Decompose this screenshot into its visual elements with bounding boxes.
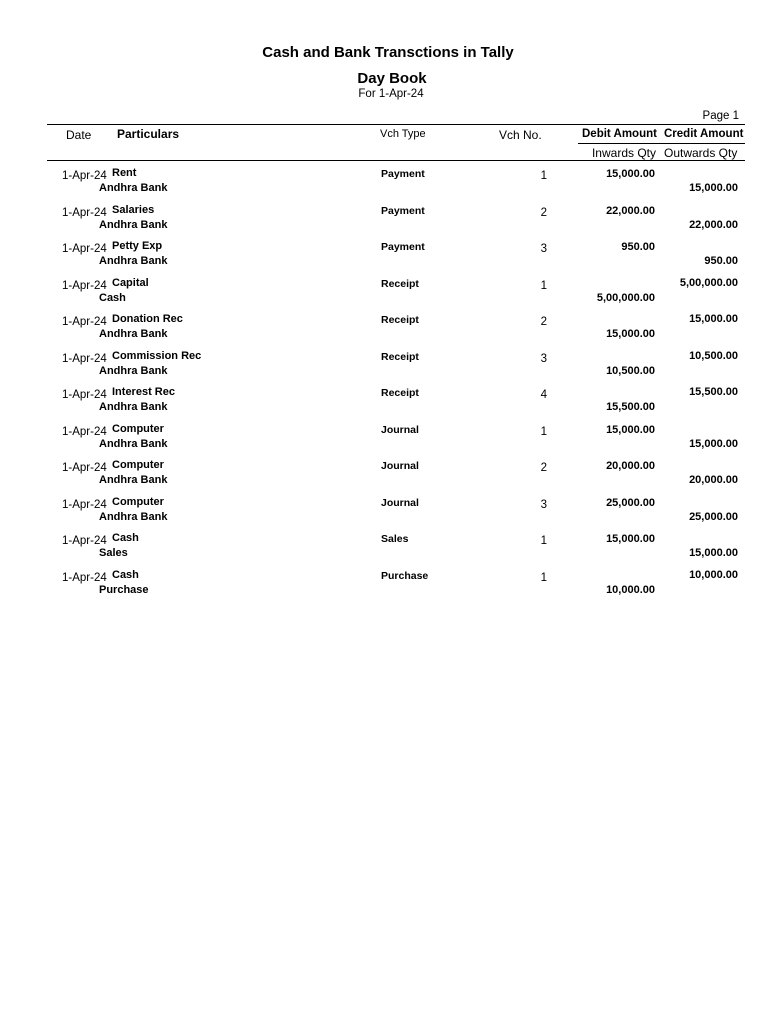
- entry-date: 1-Apr-24: [62, 389, 107, 401]
- entry-credit-amount: 25,000.00: [689, 510, 738, 523]
- column-header-outwards-qty: Outwards Qty: [664, 146, 738, 160]
- entry-particular: Cash: [112, 568, 139, 581]
- column-header-inwards-qty: Inwards Qty: [591, 146, 656, 160]
- entry-vch-type: Payment: [381, 168, 425, 180]
- entry-vch-type: Sales: [381, 533, 409, 545]
- entry-vch-no: 2: [540, 462, 547, 474]
- entry-date: 1-Apr-24: [62, 279, 107, 292]
- entry-sub-ledger: Cash: [99, 291, 126, 304]
- entry-sub-ledger: Andhra Bank: [99, 474, 168, 486]
- entry-vch-no: 1: [540, 279, 547, 292]
- entry-date: 1-Apr-24: [62, 170, 107, 182]
- entry-vch-no: 3: [540, 352, 547, 365]
- entry-debit-amount-sub: 10,500.00: [606, 364, 655, 377]
- entry-sub-ledger: Andhra Bank: [99, 218, 168, 231]
- entry-vch-type: Payment: [381, 204, 425, 217]
- entry-credit-amount: 950.00: [704, 255, 738, 267]
- entry-vch-type: Payment: [381, 241, 425, 253]
- entry-sub-ledger: Andhra Bank: [99, 364, 168, 377]
- entry-date: 1-Apr-24: [62, 243, 107, 255]
- entry-debit-amount-sub: 15,000.00: [606, 328, 655, 340]
- entry-vch-type: Receipt: [381, 387, 419, 399]
- entry-vch-type: Receipt: [381, 314, 419, 326]
- entry-sub-ledger: Andhra Bank: [99, 401, 168, 413]
- entry-date: 1-Apr-24: [62, 206, 107, 219]
- report-title: Cash and Bank Transctions in Tally: [262, 44, 514, 61]
- entry-credit-amount: 20,000.00: [689, 474, 738, 486]
- entry-date: 1-Apr-24: [62, 535, 107, 547]
- entry-particular: Capital: [112, 276, 149, 289]
- entry-date: 1-Apr-24: [62, 425, 107, 438]
- entry-credit-amount: 22,000.00: [689, 218, 738, 231]
- header-rule-top: [47, 124, 745, 125]
- entry-vch-no: 4: [540, 389, 547, 401]
- column-header-debit-amount: Debit Amount: [582, 128, 657, 140]
- entry-credit-amount-top: 15,500.00: [689, 386, 738, 398]
- entry-credit-amount-top: 10,500.00: [689, 349, 738, 362]
- entry-particular: Interest Rec: [112, 386, 175, 398]
- table-row: [0, 276, 768, 313]
- entry-vch-no: 2: [540, 206, 547, 219]
- entry-date: 1-Apr-24: [62, 316, 107, 328]
- entry-vch-type: Receipt: [381, 277, 419, 290]
- entry-sub-ledger: Andhra Bank: [99, 182, 168, 194]
- entry-sub-ledger: Andhra Bank: [99, 255, 168, 267]
- table-row: [0, 531, 768, 568]
- entry-vch-type: Purchase: [381, 569, 429, 582]
- page-number: Page 1: [702, 110, 739, 122]
- table-row: [0, 422, 768, 459]
- table-row: [0, 495, 768, 532]
- entry-vch-type: Journal: [381, 496, 419, 509]
- entry-vch-no: 3: [540, 498, 547, 511]
- table-row: [0, 385, 768, 422]
- entry-sub-ledger: Andhra Bank: [99, 437, 168, 450]
- entry-date: 1-Apr-24: [62, 352, 107, 365]
- entry-vch-type: Receipt: [381, 350, 419, 363]
- entry-debit-amount: 15,000.00: [606, 168, 655, 180]
- table-row: [0, 166, 768, 203]
- entry-vch-no: 1: [540, 425, 547, 438]
- entry-sub-ledger: Andhra Bank: [99, 328, 168, 340]
- entry-vch-no: 1: [540, 571, 547, 584]
- entry-sub-ledger: Andhra Bank: [99, 510, 168, 523]
- entry-vch-type: Journal: [381, 460, 419, 472]
- entry-sub-ledger: Sales: [99, 547, 128, 559]
- table-row: [0, 312, 768, 349]
- entry-credit-amount-top: 5,00,000.00: [679, 276, 738, 289]
- entry-vch-type: Journal: [381, 423, 419, 436]
- entry-debit-amount-sub: 15,500.00: [606, 401, 655, 413]
- entry-debit-amount-sub: 5,00,000.00: [596, 291, 655, 304]
- table-row: [0, 239, 768, 276]
- table-row: [0, 349, 768, 386]
- entry-credit-amount: 15,000.00: [689, 437, 738, 450]
- day-book-entries: [0, 166, 768, 604]
- entry-date: 1-Apr-24: [62, 571, 107, 584]
- entry-particular: Petty Exp: [112, 240, 163, 252]
- column-header-credit-amount: Credit Amount: [664, 128, 744, 140]
- entry-debit-amount: 15,000.00: [606, 533, 655, 545]
- report-subtitle: Day Book: [357, 70, 427, 87]
- entry-particular: Rent: [112, 167, 137, 179]
- entry-debit-amount: 950.00: [621, 241, 655, 253]
- column-header-vch-no: Vch No.: [499, 128, 542, 142]
- header-rule-bottom: [47, 160, 745, 161]
- entry-vch-no: 2: [540, 316, 547, 328]
- entry-particular: Computer: [112, 459, 164, 471]
- entry-particular: Commission Rec: [112, 349, 202, 362]
- entry-particular: Computer: [112, 495, 164, 508]
- entry-date: 1-Apr-24: [62, 462, 107, 474]
- entry-date: 1-Apr-24: [62, 498, 107, 511]
- entry-vch-no: 3: [540, 243, 547, 255]
- entry-sub-ledger: Purchase: [99, 583, 149, 596]
- table-row: [0, 568, 768, 605]
- column-header-vch-type: Vch Type: [380, 128, 426, 140]
- entry-credit-amount-top: 10,000.00: [689, 568, 738, 581]
- entry-particular: Donation Rec: [112, 313, 183, 325]
- entry-credit-amount: 15,000.00: [689, 182, 738, 194]
- entry-debit-amount: 20,000.00: [606, 460, 655, 472]
- entry-vch-no: 1: [540, 170, 547, 182]
- header-rule-middle: [578, 143, 745, 144]
- entry-debit-amount: 25,000.00: [606, 496, 655, 509]
- entry-particular: Salaries: [112, 203, 155, 216]
- table-row: [0, 458, 768, 495]
- column-header-date: Date: [66, 128, 92, 142]
- entry-vch-no: 1: [540, 535, 547, 547]
- entry-credit-amount: 15,000.00: [689, 547, 738, 559]
- table-row: [0, 203, 768, 240]
- entry-particular: Cash: [112, 532, 139, 544]
- report-period: For 1-Apr-24: [358, 88, 424, 100]
- entry-credit-amount-top: 15,000.00: [689, 313, 738, 325]
- column-header-particulars: Particulars: [117, 127, 180, 141]
- entry-debit-amount: 22,000.00: [606, 204, 655, 217]
- entry-particular: Computer: [112, 422, 164, 435]
- entry-debit-amount: 15,000.00: [606, 423, 655, 436]
- entry-debit-amount-sub: 10,000.00: [606, 583, 655, 596]
